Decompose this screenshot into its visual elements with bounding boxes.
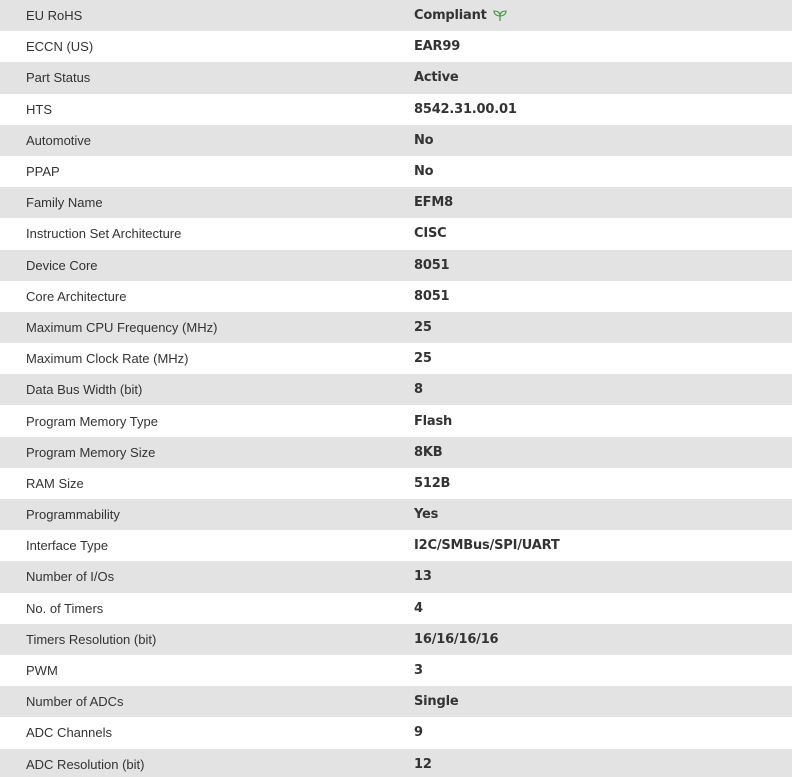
spec-label: ADC Resolution (bit): [26, 756, 145, 772]
spec-label: Core Architecture: [26, 288, 127, 304]
spec-row: [0, 62, 792, 93]
spec-value-cell: [414, 686, 792, 717]
spec-value: No: [414, 132, 434, 148]
spec-label: PWM: [26, 663, 58, 679]
spec-value-cell: [414, 593, 792, 624]
spec-row: [0, 655, 792, 686]
spec-label: Programmability: [26, 507, 120, 523]
spec-row: [0, 437, 792, 468]
spec-label: Interface Type: [26, 538, 109, 554]
spec-value-cell: [414, 250, 792, 281]
spec-value-cell: [414, 281, 792, 312]
spec-row: [0, 156, 792, 187]
spec-row: [0, 561, 792, 592]
spec-value: CISC: [414, 226, 447, 242]
spec-label: Program Memory Type: [26, 413, 158, 429]
spec-label: Family Name: [26, 195, 103, 211]
spec-value-cell: [414, 499, 792, 530]
spec-row: [0, 94, 792, 125]
spec-value: 8KB: [414, 444, 443, 460]
spec-label: Timers Resolution (bit): [26, 631, 157, 647]
spec-value: 4: [414, 600, 423, 616]
spec-value-cell: [414, 31, 792, 62]
spec-value-cell: [414, 94, 792, 125]
spec-label: ECCN (US): [26, 39, 94, 55]
spec-value: EFM8: [414, 195, 453, 211]
spec-row: [0, 0, 792, 31]
spec-value: 12: [414, 756, 432, 772]
spec-row: [0, 530, 792, 561]
spec-label: Instruction Set Architecture: [26, 226, 182, 242]
spec-label: Part Status: [26, 70, 91, 86]
spec-label: HTS: [26, 101, 52, 117]
spec-value-cell: [414, 624, 792, 655]
spec-row: [0, 187, 792, 218]
spec-row: [0, 499, 792, 530]
spec-value: 16/16/16/16: [414, 631, 499, 647]
spec-value-cell: [414, 125, 792, 156]
spec-value: Active: [414, 70, 459, 86]
spec-label: No. of Timers: [26, 600, 104, 616]
spec-row: [0, 218, 792, 249]
spec-value-cell: [414, 156, 792, 187]
spec-label: ADC Channels: [26, 725, 112, 741]
spec-value-cell: [414, 655, 792, 686]
spec-label: Maximum Clock Rate (MHz): [26, 351, 189, 367]
spec-label: Automotive: [26, 132, 92, 148]
spec-label: Device Core: [26, 257, 98, 273]
spec-label: RAM Size: [26, 475, 84, 491]
spec-row: [0, 312, 792, 343]
spec-row: [0, 125, 792, 156]
spec-row: [0, 281, 792, 312]
spec-value-cell: [414, 62, 792, 93]
spec-label: PPAP: [26, 164, 60, 180]
spec-row: [0, 593, 792, 624]
spec-value-cell: [414, 530, 792, 561]
spec-value: Flash: [414, 413, 453, 429]
spec-value-cell: [414, 405, 792, 436]
spec-value: 25: [414, 319, 432, 335]
spec-value-cell: [414, 561, 792, 592]
spec-value: 3: [414, 663, 423, 679]
spec-value: 8542.31.00.01: [414, 101, 517, 117]
spec-value: I2C/SMBus/SPI/UART: [414, 538, 560, 554]
spec-row: [0, 624, 792, 655]
spec-value-cell: [414, 0, 792, 31]
spec-label: Maximum CPU Frequency (MHz): [26, 319, 218, 335]
spec-value: 8: [414, 382, 423, 398]
spec-value: 13: [414, 569, 432, 585]
spec-value: 8051: [414, 288, 450, 304]
spec-value: No: [414, 164, 434, 180]
spec-value-cell: [414, 343, 792, 374]
spec-row: [0, 749, 792, 777]
spec-value: Single: [414, 694, 459, 710]
spec-value-cell: [414, 717, 792, 748]
spec-row: [0, 468, 792, 499]
spec-value: 25: [414, 351, 432, 367]
spec-value: 9: [414, 725, 423, 741]
spec-row: [0, 374, 792, 405]
spec-value-cell: [414, 468, 792, 499]
spec-row: [0, 686, 792, 717]
spec-value: Compliant: [414, 8, 487, 24]
spec-value-cell: [414, 437, 792, 468]
spec-row: [0, 717, 792, 748]
spec-value-cell: [414, 218, 792, 249]
spec-value-cell: [414, 312, 792, 343]
spec-label: Program Memory Size: [26, 444, 156, 460]
spec-label: Data Bus Width (bit): [26, 382, 143, 398]
spec-label: Number of I/Os: [26, 569, 115, 585]
spec-value-cell: [414, 187, 792, 218]
spec-row: [0, 31, 792, 62]
spec-value-cell: [414, 749, 792, 777]
spec-label: EU RoHS: [26, 8, 83, 24]
spec-value: EAR99: [414, 39, 461, 55]
leaf-icon: [493, 10, 507, 22]
spec-value: Yes: [414, 507, 439, 523]
spec-row: [0, 405, 792, 436]
spec-label: Number of ADCs: [26, 694, 124, 710]
spec-value: 8051: [414, 257, 450, 273]
spec-value-cell: [414, 374, 792, 405]
spec-row: [0, 343, 792, 374]
spec-value: 512B: [414, 475, 451, 491]
spec-row: [0, 250, 792, 281]
